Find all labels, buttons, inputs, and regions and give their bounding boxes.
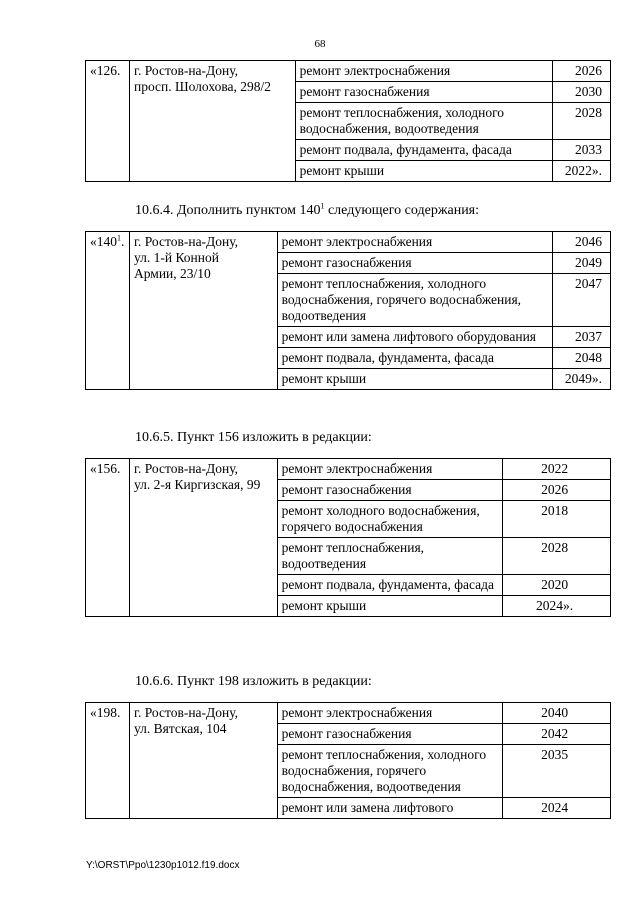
work-cell: ремонт подвала, фундамента, фасада — [295, 140, 552, 161]
item-number-text: «140 — [90, 234, 117, 249]
year-cell: 2022». — [553, 161, 611, 182]
superscript: 1 — [320, 201, 325, 211]
work-cell: ремонт крыши — [277, 596, 503, 617]
table-item-140-1 — [85, 231, 611, 390]
year-cell: 2020 — [503, 575, 611, 596]
work-cell: ремонт или замена лифтового — [277, 798, 503, 819]
work-cell: ремонт подвала, фундамента, фасада — [277, 575, 503, 596]
table-row — [86, 703, 611, 724]
year-cell: 2024». — [503, 596, 611, 617]
year-cell: 2028 — [503, 538, 611, 575]
address-line: Армии, 23/10 — [133, 266, 211, 281]
year-cell: 2047 — [553, 274, 611, 327]
address-line: г. Ростов-на-Дону, — [133, 234, 239, 249]
address-line: г. Ростов-на-Дону, — [133, 461, 238, 476]
address-line: просп. Шолохова, 298/2 — [133, 79, 272, 94]
address-line: г. Ростов-на-Дону, — [133, 63, 238, 78]
year-cell: 2024 — [503, 798, 611, 819]
page-number: 68 — [314, 38, 326, 50]
year-cell: 2042 — [503, 724, 611, 745]
address-line: ул. Вятская, 104 — [133, 721, 227, 736]
address-cell — [129, 703, 277, 819]
work-cell: ремонт электроснабжения — [277, 703, 503, 724]
work-cell: ремонт электроснабжения — [277, 232, 552, 253]
table-row — [86, 61, 611, 82]
table-row — [86, 232, 611, 253]
work-cell: ремонт подвала, фундамента, фасада — [277, 348, 552, 369]
year-cell: 2018 — [503, 501, 611, 538]
year-cell: 2030 — [553, 82, 611, 103]
address-cell — [129, 459, 277, 617]
paragraph-10-6-5: 10.6.5. Пункт 156 изложить в редакции: — [135, 430, 372, 445]
work-cell: ремонт электроснабжения — [295, 61, 552, 82]
work-cell: ремонт теплоснабжения, холодного водоснабжения, горячего водоснабжения, водоотведения — [277, 745, 503, 798]
work-cell: ремонт крыши — [277, 369, 552, 390]
address-cell — [129, 61, 295, 182]
table-item-126 — [85, 60, 611, 182]
address-line: ул. 1-й Конной — [133, 250, 219, 265]
footer-file-path: Y:\ORST\Ppo\1230p1012.f19.docx — [86, 860, 240, 871]
year-cell: 2048 — [553, 348, 611, 369]
work-cell: ремонт газоснабжения — [295, 82, 552, 103]
item-number-suffix: . — [121, 234, 125, 249]
year-cell: 2028 — [553, 103, 611, 140]
work-cell: ремонт или замена лифтового оборудования — [277, 327, 552, 348]
work-cell: ремонт холодного водоснабжения, горячего водоснабжения — [277, 501, 503, 538]
year-cell: 2022 — [503, 459, 611, 480]
work-cell: ремонт теплоснабжения, водоотведения — [277, 538, 503, 575]
item-number: «126. — [86, 61, 130, 182]
address-line: ул. 2-я Киргизская, 99 — [133, 477, 261, 492]
item-number: «198. — [86, 703, 130, 819]
work-cell: ремонт газоснабжения — [277, 724, 503, 745]
table-row — [86, 459, 611, 480]
work-cell: ремонт электроснабжения — [277, 459, 503, 480]
year-cell: 2035 — [503, 745, 611, 798]
address-cell — [129, 232, 277, 390]
item-number — [86, 232, 130, 390]
year-cell: 2046 — [553, 232, 611, 253]
work-cell: ремонт газоснабжения — [277, 480, 503, 501]
table-item-198 — [85, 702, 611, 819]
paragraph-text: 10.6.4. Дополнить пунктом 140 — [135, 203, 321, 218]
item-number: «156. — [86, 459, 130, 617]
paragraph-text: следующего содержания: — [324, 203, 480, 218]
year-cell: 2049». — [553, 369, 611, 390]
year-cell: 2040 — [503, 703, 611, 724]
year-cell: 2037 — [553, 327, 611, 348]
superscript: 1 — [117, 233, 121, 243]
work-cell: ремонт крыши — [295, 161, 552, 182]
work-cell: ремонт газоснабжения — [277, 253, 552, 274]
year-cell: 2026 — [553, 61, 611, 82]
table-item-156 — [85, 458, 611, 617]
work-cell: ремонт теплоснабжения, холодного водоснабжения, горячего водоснабжения, водоотведения — [277, 274, 552, 327]
year-cell: 2026 — [503, 480, 611, 501]
work-cell: ремонт теплоснабжения, холодного водоснабжения, водоотведения — [295, 103, 552, 140]
paragraph-10-6-4 — [135, 203, 479, 219]
year-cell: 2049 — [553, 253, 611, 274]
year-cell: 2033 — [553, 140, 611, 161]
paragraph-10-6-6: 10.6.6. Пункт 198 изложить в редакции: — [135, 674, 372, 689]
address-line: г. Ростов-на-Дону, — [133, 705, 238, 720]
